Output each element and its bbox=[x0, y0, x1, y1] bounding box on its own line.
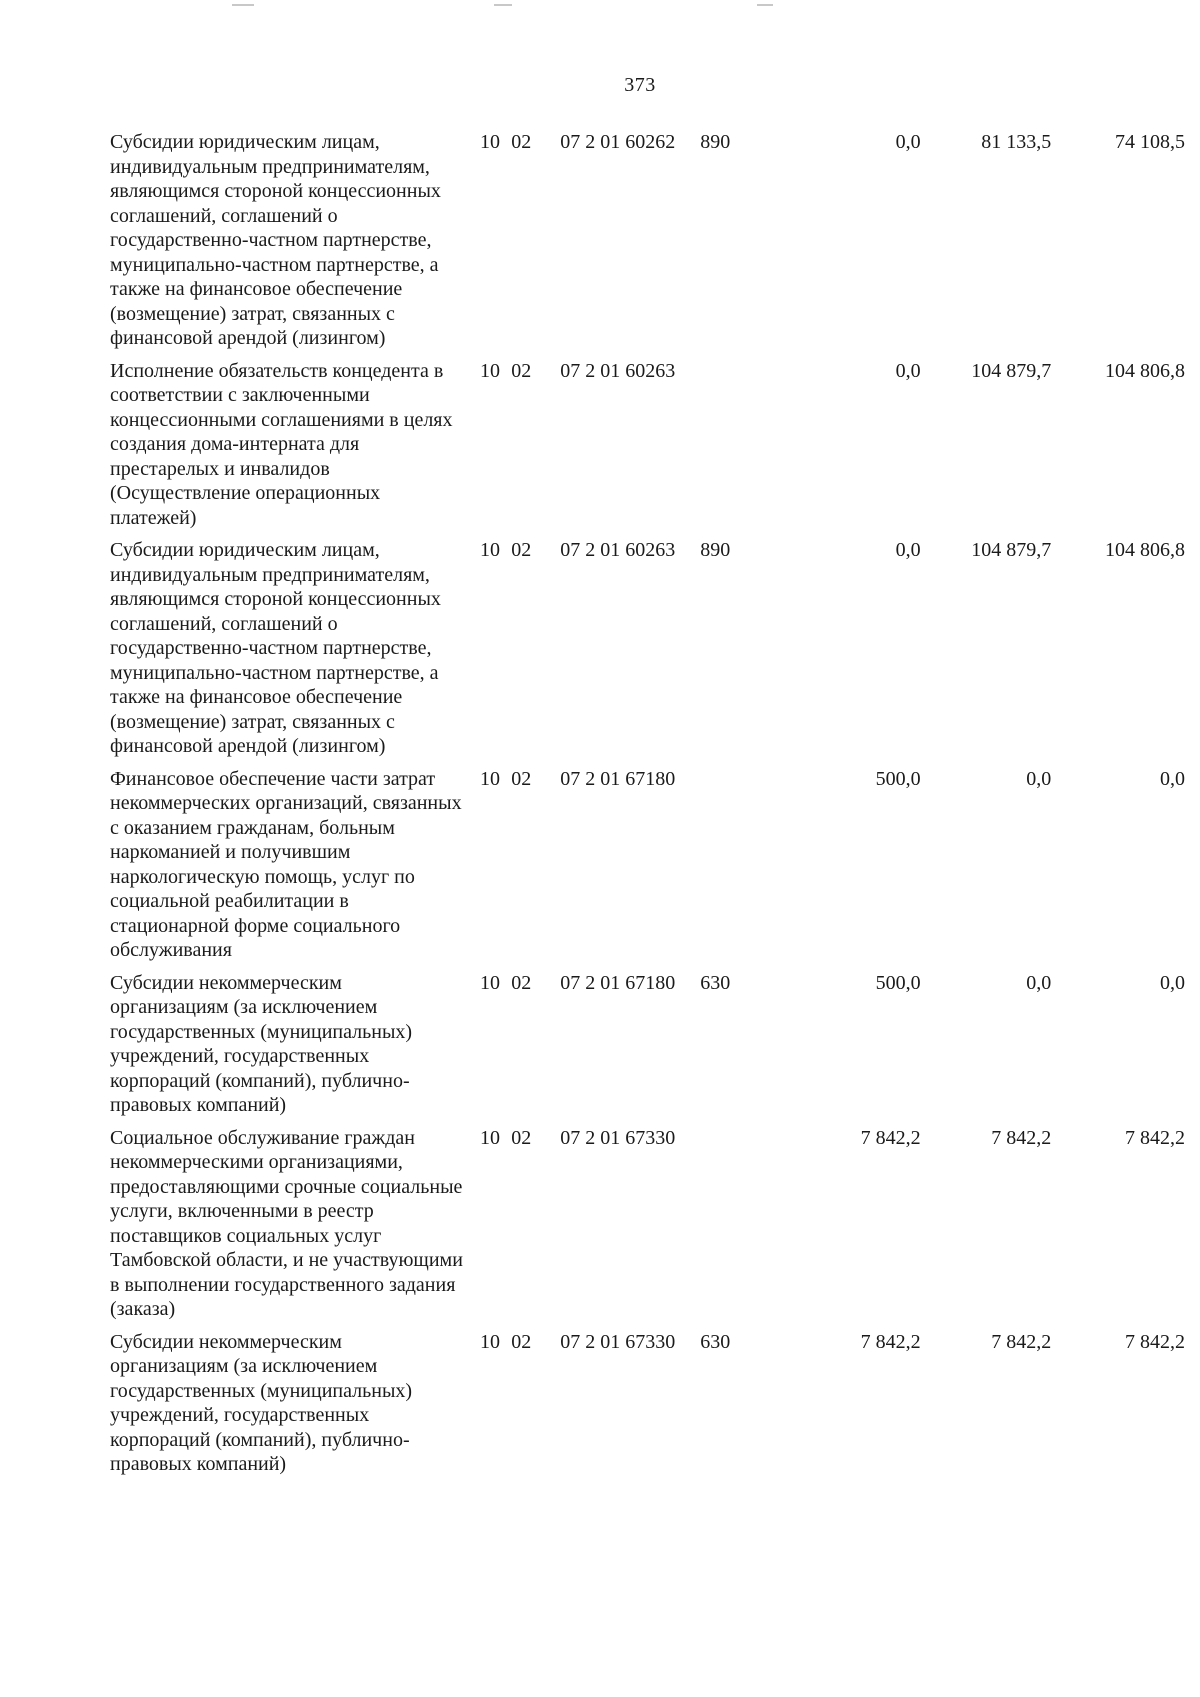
budget-table bbox=[110, 130, 1185, 1477]
row-subsection: 02 bbox=[511, 767, 532, 790]
row-amount-year-1: 500,0 bbox=[875, 971, 921, 994]
table-row bbox=[110, 538, 1185, 767]
row-target-article: 07 2 01 67180 bbox=[560, 971, 676, 994]
row-amount-year-2: 7 842,2 bbox=[991, 1126, 1052, 1149]
row-amount-year-3: 104 806,8 bbox=[1105, 539, 1185, 561]
row-name: Субсидии некоммерческим организациям (за исключением государственных (муниципальных) учреждений, государственных корпораций (компаний), публично-правовых компаний) bbox=[110, 1330, 413, 1475]
row-amount-year-1: 7 842,2 bbox=[860, 1330, 921, 1353]
row-target-article: 07 2 01 67180 bbox=[560, 767, 676, 790]
table-body bbox=[110, 130, 1185, 1477]
row-amount-year-2: 0,0 bbox=[1026, 971, 1052, 994]
row-expense-type: 630 bbox=[700, 1330, 731, 1353]
row-target-article: 07 2 01 60263 bbox=[560, 359, 676, 382]
row-name: Субсидии юридическим лицам, индивидуальным предпринимателям, являющимся стороной концессионных соглашений, соглашений о государственно-частном партнерстве, муниципально-частном партнерстве, а также на финансовое обеспечение (возмещение) затрат, связанных с финансовой арендой (лизингом) bbox=[110, 131, 441, 349]
row-subsection: 02 bbox=[511, 359, 532, 382]
row-expense-type bbox=[694, 359, 766, 539]
row-amount-year-1: 0,0 bbox=[895, 359, 921, 382]
row-amount-year-1: 500,0 bbox=[875, 767, 921, 790]
row-section: 10 bbox=[480, 1126, 501, 1149]
row-amount-year-2: 104 879,7 bbox=[971, 359, 1052, 382]
row-amount-year-3: 74 108,5 bbox=[1115, 131, 1185, 153]
row-target-article: 07 2 01 60262 bbox=[560, 131, 676, 153]
table-row bbox=[110, 1126, 1185, 1330]
table-row bbox=[110, 1330, 1185, 1477]
row-section: 10 bbox=[480, 539, 501, 561]
row-section: 10 bbox=[480, 767, 501, 790]
page-number: 373 bbox=[624, 74, 656, 96]
row-name: Финансовое обеспечение части затрат некоммерческих организаций, связанных с оказанием гражданам, больным наркоманией и получившим наркологическую помощь, услуг по социальной реабилитации в стационарной форме социального обслуживания bbox=[110, 767, 462, 961]
table-row bbox=[110, 130, 1185, 359]
row-amount-year-1: 0,0 bbox=[895, 539, 921, 561]
row-amount-year-1: 7 842,2 bbox=[860, 1126, 921, 1149]
row-section: 10 bbox=[480, 1330, 501, 1353]
row-subsection: 02 bbox=[511, 971, 532, 994]
row-amount-year-2: 81 133,5 bbox=[981, 131, 1052, 153]
row-amount-year-2: 0,0 bbox=[1026, 767, 1052, 790]
row-amount-year-3: 7 842,2 bbox=[1125, 1330, 1185, 1353]
row-amount-year-3: 0,0 bbox=[1160, 767, 1185, 790]
row-target-article: 07 2 01 60263 bbox=[560, 539, 676, 561]
row-amount-year-2: 104 879,7 bbox=[971, 539, 1052, 561]
row-subsection: 02 bbox=[511, 131, 532, 153]
row-name: Социальное обслуживание граждан некоммерческими организациями, предоставляющими срочные социальные услуги, включенными в реестр поставщиков социальных услуг Тамбовской области, и не участвующими в выполнении государственного задания (заказа) bbox=[110, 1126, 463, 1320]
row-section: 10 bbox=[480, 131, 501, 153]
table-row bbox=[110, 359, 1185, 539]
row-subsection: 02 bbox=[511, 1126, 532, 1149]
row-target-article: 07 2 01 67330 bbox=[560, 1330, 676, 1353]
row-section: 10 bbox=[480, 971, 501, 994]
row-amount-year-3: 104 806,8 bbox=[1105, 359, 1185, 382]
row-expense-type bbox=[694, 1126, 766, 1330]
row-expense-type: 630 bbox=[700, 971, 731, 994]
row-amount-year-3: 7 842,2 bbox=[1125, 1126, 1185, 1149]
row-name: Исполнение обязательств концедента в соответствии с заключенными концессионными соглашениями в целях создания дома-интерната для престарелых и инвалидов (Осуществление операционных платежей) bbox=[110, 359, 453, 529]
row-amount-year-1: 0,0 bbox=[895, 131, 921, 153]
row-subsection: 02 bbox=[511, 1330, 532, 1353]
row-expense-type: 890 bbox=[700, 539, 731, 561]
table-row bbox=[110, 971, 1185, 1126]
row-amount-year-2: 7 842,2 bbox=[991, 1330, 1052, 1353]
row-expense-type: 890 bbox=[700, 131, 731, 153]
row-name: Субсидии некоммерческим организациям (за исключением государственных (муниципальных) учреждений, государственных корпораций (компаний), публично-правовых компаний) bbox=[110, 971, 413, 1116]
row-expense-type bbox=[694, 767, 766, 971]
scan-artifacts bbox=[0, 4, 1200, 10]
row-section: 10 bbox=[480, 359, 501, 382]
row-target-article: 07 2 01 67330 bbox=[560, 1126, 676, 1149]
table-row bbox=[110, 767, 1185, 971]
row-amount-year-3: 0,0 bbox=[1160, 971, 1185, 994]
row-subsection: 02 bbox=[511, 539, 532, 561]
row-name: Субсидии юридическим лицам, индивидуальным предпринимателям, являющимся стороной концессионных соглашений, соглашений о государственно-частном партнерстве, муниципально-частном партнерстве, а также на финансовое обеспечение (возмещение) затрат, связанных с финансовой арендой (лизингом) bbox=[110, 539, 441, 757]
